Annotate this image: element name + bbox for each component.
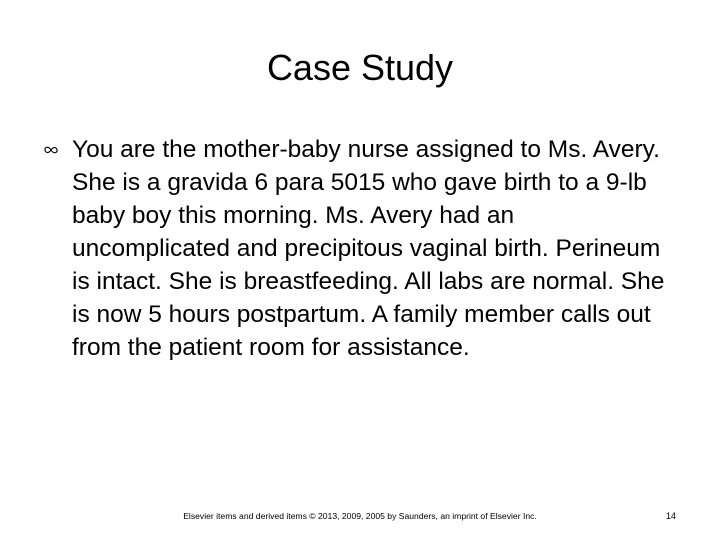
- slide-title: Case Study: [266, 47, 454, 88]
- page-number: 14: [665, 511, 676, 521]
- infinity-bullet-icon: [44, 146, 58, 154]
- copyright-footer: Elsevier items and derived items © 2013, 2009, 2005 by Saunders, an imprint of Elsevier Inc.: [183, 511, 537, 521]
- case-study-body: You are the mother-baby nurse assigned to Ms. Avery. She is a gravida 6 para 5015 who gave birth to a 9-lb baby boy this morning. Ms. Avery had an uncomplicated and precipitous vaginal birth. Perineum is intact. She is breastfeeding. All labs are normal. She is now 5 hours postpartum. A family member calls out from the patient room for assistance.: [72, 136, 665, 361]
